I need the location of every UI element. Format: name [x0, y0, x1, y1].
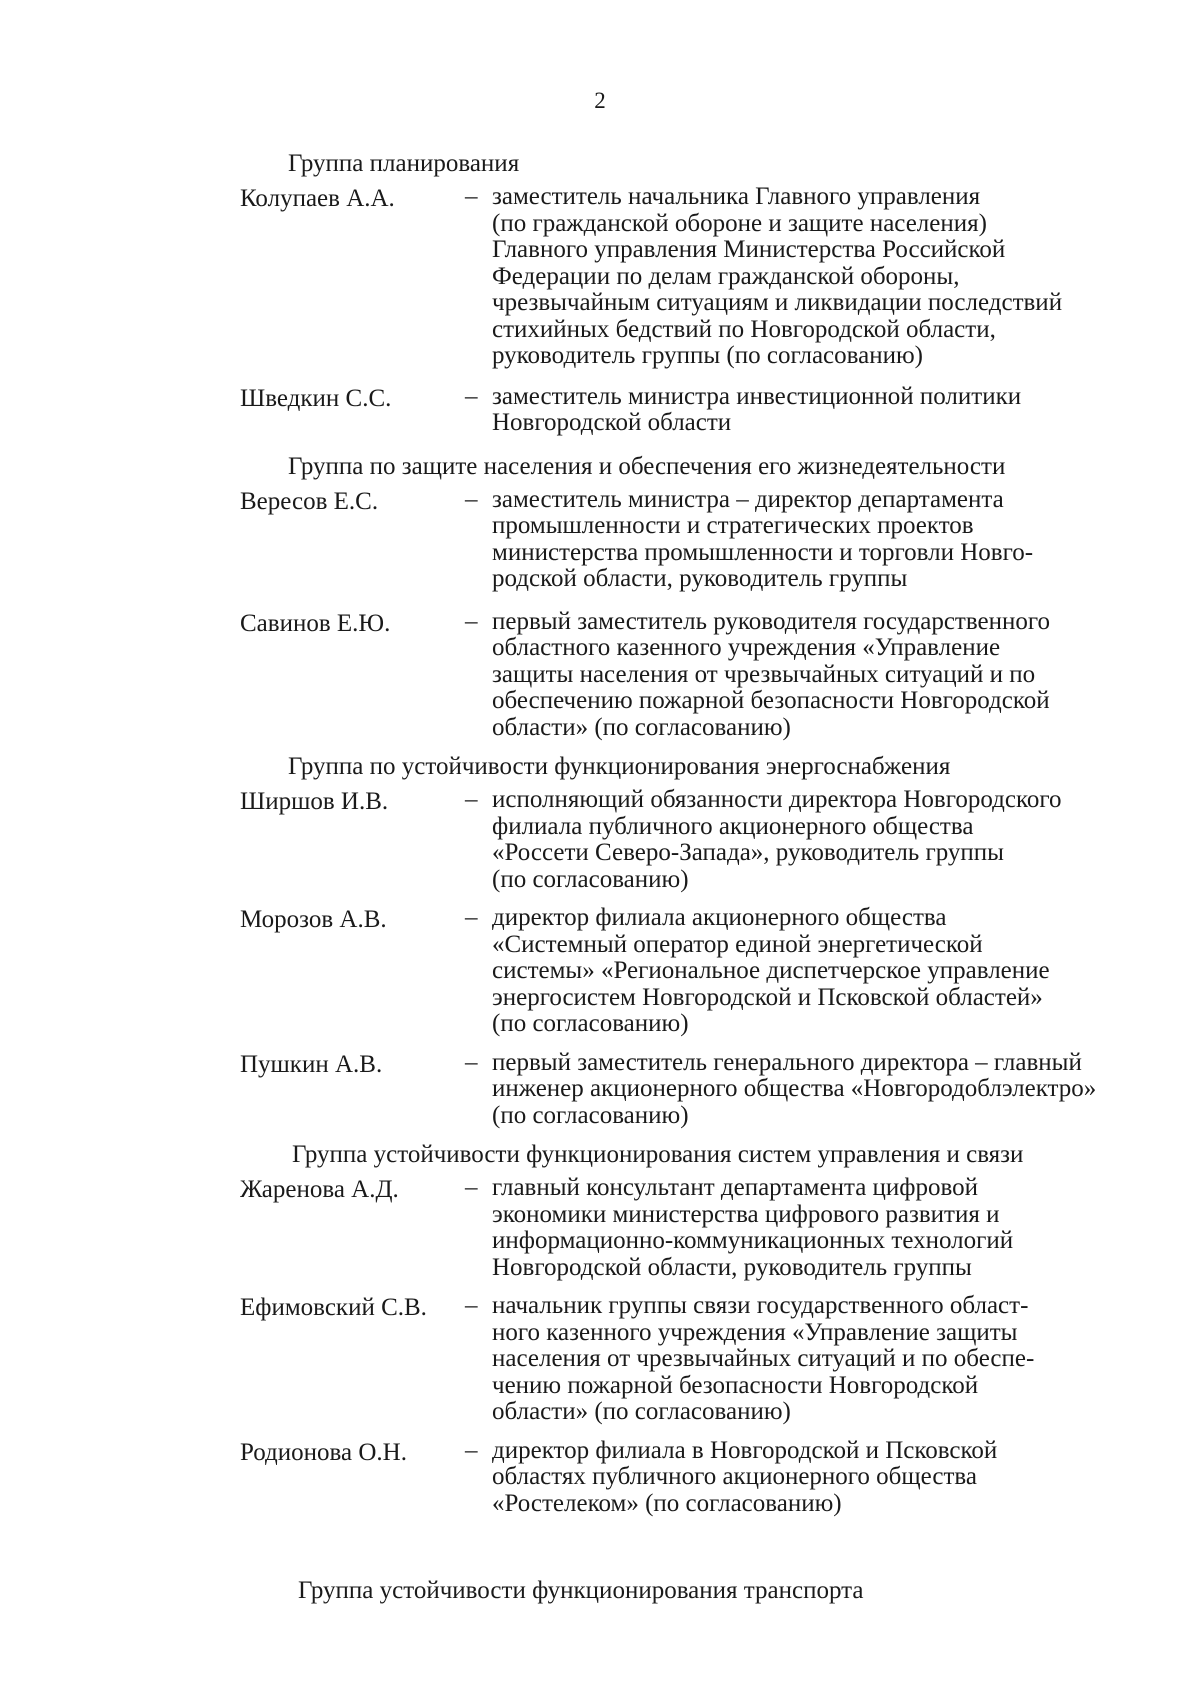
description-line: начальник группы связи государственного област- [492, 1292, 1029, 1319]
description-line: директор филиала акционерного общества [492, 904, 947, 931]
description-line: (по гражданской обороне и защите населения) [492, 209, 987, 237]
description-line: области» (по согласованию) [492, 1398, 791, 1425]
member-name: Колупаев А.А. [240, 185, 395, 212]
member-description [492, 487, 1140, 593]
dash-separator: – [465, 786, 478, 813]
description-line: исполняющий обязанности директора Новгородского [492, 786, 1062, 813]
description-line: министерства промышленности и торговли Новго- [492, 538, 1034, 566]
member-entry [240, 787, 1140, 893]
group-title: Группа по защите населения и обеспечения его жизнедеятельности [288, 452, 1006, 480]
description-line: информационно-коммуникационных технологий [492, 1227, 1014, 1254]
page-number: 2 [594, 88, 606, 113]
description-line: (по согласованию) [492, 865, 689, 893]
description-line: руководитель группы (по согласованию) [492, 342, 923, 369]
document-body [240, 150, 1140, 1605]
description-line: главный консультант департамента цифровой [492, 1174, 979, 1201]
description-line: энергосистем Новгородской и Псковской областей» [492, 983, 1043, 1011]
member-description [492, 1293, 1140, 1426]
description-line: Федерации по делам гражданской обороны, [492, 262, 960, 290]
member-description [492, 905, 1140, 1038]
group-title: Группа планирования [288, 150, 520, 177]
member-name: Вересов Е.С. [240, 487, 379, 515]
description-line: экономики министерства цифрового развития и [492, 1200, 1000, 1228]
description-line: «Россети Северо-Запада», руководитель группы [492, 839, 1004, 866]
group-title: Группа устойчивости функционирования транспорта [298, 1577, 864, 1604]
member-name: Ширшов И.В. [240, 788, 389, 815]
description-line: чрезвычайным ситуациям и ликвидации последствий [492, 289, 1063, 316]
description-line: системы» «Региональное диспетчерское управление [492, 957, 1050, 984]
member-entry [240, 184, 1140, 370]
description-line: первый заместитель генерального директора – главный [492, 1048, 1082, 1076]
member-description [492, 384, 1140, 437]
dash-separator: – [465, 183, 478, 210]
description-line: промышленности и стратегических проектов [492, 512, 974, 539]
description-line: населения от чрезвычайных ситуаций и по обеспе- [492, 1345, 1035, 1372]
description-line: «Системный оператор единой энергетической [492, 930, 983, 958]
member-name: Пушкин А.В. [240, 1050, 383, 1078]
description-line: инженер акционерного общества «Новгородоблэлектро» [492, 1075, 1097, 1102]
member-name: Савинов Е.Ю. [240, 609, 391, 637]
description-line: стихийных бедствий по Новгородской области, [492, 315, 996, 343]
description-line: защиты населения от чрезвычайных ситуаций и по [492, 660, 1036, 688]
dash-separator: – [465, 1048, 478, 1076]
member-description [492, 1050, 1140, 1130]
member-description [492, 1438, 1140, 1518]
group-title: Группа по устойчивости функционирования энергоснабжения [288, 753, 951, 780]
member-description [492, 1175, 1140, 1281]
description-line: родской области, руководитель группы [492, 565, 908, 592]
member-description [492, 787, 1140, 893]
dash-separator: – [465, 1292, 478, 1319]
dash-separator: – [465, 1174, 478, 1201]
member-name: Жаренова А.Д. [240, 1176, 399, 1203]
member-name: Ефимовский С.В. [240, 1294, 427, 1321]
description-line: заместитель министра – директор департамента [492, 485, 1004, 513]
description-line: ного казенного учреждения «Управление защиты [492, 1318, 1018, 1346]
member-entry [240, 1175, 1140, 1281]
description-line: первый заместитель руководителя государственного [492, 607, 1050, 635]
description-line: директор филиала в Новгородской и Псковской [492, 1436, 998, 1464]
description-line: области» (по согласованию) [492, 713, 791, 741]
description-line: Главного управления Министерства Российской [492, 236, 1006, 263]
member-entry [240, 487, 1140, 593]
description-line: (по согласованию) [492, 1101, 689, 1129]
member-description [492, 184, 1140, 370]
description-line: обеспечению пожарной безопасности Новгородской [492, 687, 1050, 714]
dash-separator: – [465, 485, 478, 513]
dash-separator: – [465, 1436, 478, 1464]
member-name: Морозов А.В. [240, 906, 387, 933]
member-entry [240, 1293, 1140, 1426]
member-entry [240, 1438, 1140, 1518]
description-line: «Ростелеком» (по согласованию) [492, 1489, 842, 1517]
description-line: областного казенного учреждения «Управление [492, 634, 1001, 661]
dash-separator: – [465, 382, 478, 410]
member-name: Родионова О.Н. [240, 1438, 407, 1466]
member-name: Шведкин С.С. [240, 384, 392, 412]
member-description [492, 609, 1140, 742]
description-line: (по согласованию) [492, 1010, 689, 1037]
member-entry [240, 905, 1140, 1038]
member-entry [240, 609, 1140, 742]
description-line: чению пожарной безопасности Новгородской [492, 1371, 979, 1399]
description-line: заместитель начальника Главного управления [492, 183, 981, 210]
description-line: Новгородской области [492, 409, 732, 436]
description-line: заместитель министра инвестиционной политики [492, 382, 1022, 410]
description-line: филиала публичного акционерного общества [492, 812, 974, 840]
group-title: Группа устойчивости функционирования систем управления и связи [292, 1141, 1024, 1168]
member-entry [240, 384, 1140, 437]
description-line: областях публичного акционерного общества [492, 1463, 977, 1490]
description-line: Новгородской области, руководитель группы [492, 1253, 972, 1281]
member-entry [240, 1050, 1140, 1130]
dash-separator: – [465, 904, 478, 931]
dash-separator: – [465, 607, 478, 635]
